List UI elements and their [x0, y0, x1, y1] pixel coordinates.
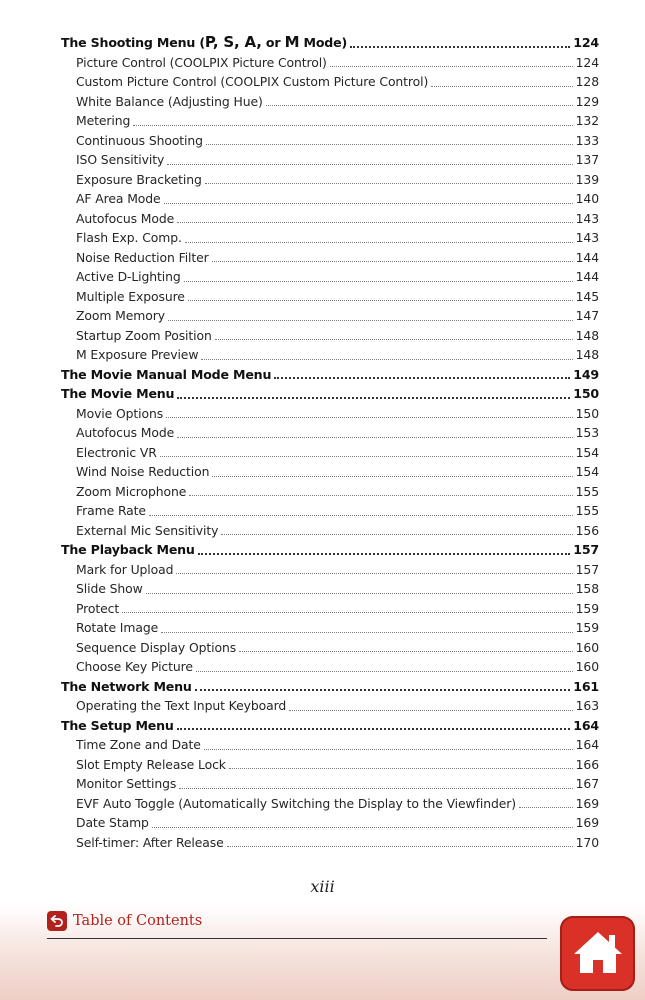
toc-page-number: 169: [575, 815, 599, 830]
toc-entry[interactable]: [61, 794, 599, 814]
toc-entry[interactable]: [61, 53, 599, 73]
toc-entry-label: Custom Picture Control (COOLPIX Custom Picture Control): [76, 74, 429, 89]
toc-page-number: 155: [575, 503, 599, 518]
toc-entry-label: The Playback Menu: [61, 542, 195, 557]
dot-leader: [167, 163, 572, 165]
home-icon: [570, 926, 626, 982]
toc-entry[interactable]: [61, 482, 599, 502]
toc-link-label: Table of Contents: [73, 913, 203, 929]
label-text: Mode): [299, 35, 348, 50]
dot-leader: [166, 416, 573, 418]
footer-divider: [47, 938, 547, 939]
toc-entry[interactable]: [61, 638, 599, 658]
dot-leader: [274, 376, 570, 379]
toc-page-number: 160: [575, 639, 599, 655]
toc-entry[interactable]: [61, 813, 599, 833]
toc-entry-label: AF Area Mode: [76, 191, 161, 206]
dot-leader: [177, 727, 571, 730]
dot-leader: [179, 787, 572, 789]
toc-entry-label: Slot Empty Release Lock: [76, 756, 226, 772]
dot-leader: [519, 806, 573, 808]
label-text: The Shooting Menu (: [61, 35, 205, 50]
dot-leader: [176, 572, 572, 574]
toc-entry[interactable]: [61, 326, 599, 346]
toc-entry[interactable]: [61, 287, 599, 307]
toc-page-number: 144: [575, 249, 599, 265]
toc-entry-label: Time Zone and Date: [76, 737, 201, 752]
toc-entry[interactable]: [61, 404, 599, 424]
dot-leader: [161, 631, 573, 633]
toc-entry-label: Monitor Settings: [76, 776, 177, 791]
toc-entry[interactable]: [61, 501, 599, 521]
toc-entry[interactable]: [61, 423, 599, 443]
toc-entry-label: Noise Reduction Filter: [76, 249, 209, 265]
toc-page-number: 132: [575, 113, 599, 128]
toc-entry[interactable]: [61, 833, 599, 853]
toc-entry[interactable]: [61, 755, 599, 775]
dot-leader: [195, 688, 571, 691]
toc-entry-label: EVF Auto Toggle (Automatically Switching the Display to the Viewfinder): [76, 795, 516, 811]
toc-page-number: 164: [573, 717, 599, 733]
toc-entry[interactable]: [61, 92, 599, 112]
dot-leader: [177, 436, 573, 438]
toc-page-number: 148: [575, 327, 599, 343]
dot-leader: [198, 552, 571, 555]
dot-leader: [201, 358, 572, 360]
toc-page-number: 129: [575, 93, 599, 109]
dot-leader: [205, 182, 573, 184]
toc-entry[interactable]: [61, 209, 599, 229]
toc-entry[interactable]: [61, 345, 599, 365]
toc-entry[interactable]: [61, 267, 599, 287]
dot-leader: [149, 514, 573, 516]
toc-page-number: 140: [575, 191, 599, 206]
toc-entry-label: Frame Rate: [76, 503, 146, 518]
toc-entry-label: Picture Control (COOLPIX Picture Control): [76, 54, 327, 70]
dot-leader: [184, 280, 573, 282]
dot-leader: [177, 221, 573, 223]
toc-page-number: 155: [575, 483, 599, 499]
dot-leader: [177, 396, 570, 399]
toc-page-number: 159: [575, 620, 599, 635]
toc-entry-label: Wind Noise Reduction: [76, 464, 210, 479]
toc-entry[interactable]: [61, 72, 599, 92]
toc-entry[interactable]: [61, 774, 599, 794]
toc-entry[interactable]: [61, 111, 599, 131]
toc-entry-label: Protect: [76, 600, 120, 616]
toc-entry[interactable]: [61, 150, 599, 170]
toc-page-number: 163: [575, 698, 599, 713]
toc-page-number: 144: [575, 269, 599, 284]
toc-page-number: 167: [575, 776, 599, 791]
toc-page-number: 154: [575, 464, 599, 479]
dot-leader: [164, 202, 573, 204]
dot-leader: [133, 124, 572, 126]
toc-page-number: 143: [575, 210, 599, 226]
toc-entry-label: Zoom Memory: [76, 308, 165, 323]
toc-entry[interactable]: [61, 599, 599, 619]
toc-entry-label: Metering: [76, 113, 131, 128]
dot-leader: [146, 592, 573, 594]
toc-entry[interactable]: [61, 228, 599, 248]
toc-entry-label: Zoom Microphone: [76, 483, 187, 499]
dot-leader: [227, 845, 573, 847]
dot-leader: [212, 475, 572, 477]
toc-entry-label: Date Stamp: [76, 815, 149, 830]
toc-section-entry[interactable]: [61, 716, 599, 736]
mode-letters: P, S, A,: [204, 33, 262, 51]
toc-page-number: 169: [575, 795, 599, 811]
dot-leader: [188, 299, 573, 301]
page-number: xiii: [310, 877, 335, 896]
toc-page-number: 147: [575, 308, 599, 323]
toc-entry-label: External Mic Sensitivity: [76, 522, 219, 538]
toc-entry[interactable]: [61, 462, 599, 482]
toc-page-number: 156: [575, 522, 599, 538]
toc-entry[interactable]: [61, 306, 599, 326]
toc-section-entry[interactable]: [61, 33, 599, 53]
toc-entry-label: ISO Sensitivity: [76, 152, 165, 167]
toc-page-number: 166: [575, 756, 599, 772]
toc-entry-label: Active D-Lighting: [76, 269, 181, 284]
back-arrow-icon: [47, 911, 67, 931]
toc-entry-label: Slide Show: [76, 581, 143, 596]
dot-leader: [196, 670, 573, 672]
dot-leader: [212, 260, 573, 262]
toc-page-number: 128: [575, 74, 599, 89]
toc-entry-label: Movie Options: [76, 405, 164, 421]
toc-entry-label: M Exposure Preview: [76, 347, 199, 362]
dot-leader: [350, 45, 570, 48]
toc-page-number: 157: [573, 542, 599, 557]
toc-page-number: 124: [573, 35, 599, 50]
toc-entry[interactable]: [61, 696, 599, 716]
toc-entry-label: Exposure Bracketing: [76, 171, 202, 187]
toc-section-entry[interactable]: [61, 677, 599, 697]
toc-page-number: 154: [575, 444, 599, 460]
dot-leader: [206, 143, 573, 145]
toc-entry-label: Multiple Exposure: [76, 288, 185, 304]
toc-page-number: 170: [575, 834, 599, 850]
toc-entry-label: Operating the Text Input Keyboard: [76, 698, 287, 713]
toc-entry[interactable]: [61, 189, 599, 209]
toc-page-number: 150: [575, 405, 599, 421]
table-of-contents: [61, 33, 599, 852]
toc-page-number: 164: [575, 737, 599, 752]
toc-entry-label: White Balance (Adjusting Hue): [76, 93, 263, 109]
toc-entry-label: The Setup Menu: [61, 717, 174, 733]
toc-page-number: 124: [575, 54, 599, 70]
toc-page-number: 158: [575, 581, 599, 596]
toc-entry[interactable]: [61, 131, 599, 151]
dot-leader: [204, 748, 573, 750]
dot-leader: [239, 650, 573, 652]
toc-entry-label: The Movie Manual Mode Menu: [61, 366, 272, 382]
toc-entry[interactable]: [61, 170, 599, 190]
toc-page-number: 159: [575, 600, 599, 616]
toc-entry-label: Autofocus Mode: [76, 425, 175, 440]
dot-leader: [122, 611, 573, 613]
dot-leader: [152, 826, 573, 828]
toc-entry[interactable]: [61, 618, 599, 638]
toc-entry-label: The Network Menu: [61, 678, 192, 694]
toc-entry-label: Choose Key Picture: [76, 659, 193, 674]
dot-leader: [185, 241, 573, 243]
toc-entry-label: Flash Exp. Comp.: [76, 230, 182, 245]
toc-entry[interactable]: [61, 443, 599, 463]
toc-entry-label: Electronic VR: [76, 444, 157, 460]
toc-section-entry[interactable]: [61, 384, 599, 404]
dot-leader: [266, 104, 573, 106]
toc-section-entry[interactable]: [61, 540, 599, 560]
toc-page-number: 145: [575, 288, 599, 304]
toc-entry[interactable]: [61, 560, 599, 580]
toc-section-entry[interactable]: [61, 365, 599, 385]
toc-page-number: 150: [573, 386, 599, 401]
toc-entry[interactable]: [61, 521, 599, 541]
mode-letters: M: [284, 33, 300, 51]
toc-page-number: 133: [575, 132, 599, 148]
home-button[interactable]: [560, 916, 635, 991]
toc-entry-label: Autofocus Mode: [76, 210, 175, 226]
toc-entry[interactable]: [61, 579, 599, 599]
toc-entry-label: Rotate Image: [76, 620, 159, 635]
dot-leader: [431, 85, 572, 87]
table-of-contents-link[interactable]: [47, 911, 202, 931]
dot-leader: [215, 338, 573, 340]
dot-leader: [229, 767, 573, 769]
toc-page-number: 149: [573, 366, 599, 382]
toc-page-number: 143: [575, 230, 599, 245]
toc-page-number: 160: [575, 659, 599, 674]
toc-page-number: 157: [575, 561, 599, 577]
dot-leader: [189, 494, 572, 496]
toc-page-number: 148: [575, 347, 599, 362]
toc-entry-label: Startup Zoom Position: [76, 327, 212, 343]
toc-entry-label: Mark for Upload: [76, 561, 174, 577]
toc-page-number: 137: [575, 152, 599, 167]
toc-entry-label: Sequence Display Options: [76, 639, 237, 655]
toc-page-number: 161: [573, 678, 599, 694]
toc-page-number: 153: [575, 425, 599, 440]
label-text: or: [261, 35, 285, 50]
dot-leader: [221, 533, 572, 535]
toc-entry[interactable]: [61, 735, 599, 755]
toc-page-number: 139: [575, 171, 599, 187]
toc-entry-label: Self-timer: After Release: [76, 834, 224, 850]
dot-leader: [330, 65, 573, 67]
dot-leader: [160, 455, 573, 457]
toc-entry-label: Continuous Shooting: [76, 132, 203, 148]
dot-leader: [168, 319, 573, 321]
toc-entry[interactable]: [61, 248, 599, 268]
dot-leader: [289, 709, 573, 711]
toc-entry-label: [61, 33, 347, 53]
toc-entry[interactable]: [61, 657, 599, 677]
toc-entry-label: The Movie Menu: [61, 386, 175, 401]
